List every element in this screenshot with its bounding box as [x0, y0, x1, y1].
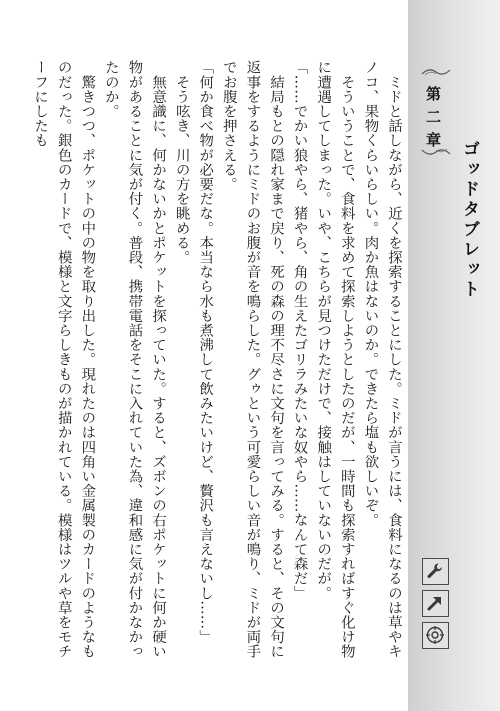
paragraph: 無意識に、何かないかとポケットを探っていた。すると、ズボンの右ポケットに何か硬い物があることに気が付く。普段、携帯電話をそこに入れていた為、違和感に気が付かなかったのか。 [102, 60, 167, 659]
ornament-bottom-icon [421, 146, 451, 158]
chapter-title: ゴッドタブレット [459, 140, 479, 300]
body-text [28, 60, 406, 660]
paragraph: 「……でかい狼やら、猪やら、角の生えたゴリラみたいな奴やら……なんて森だ」 [291, 60, 308, 601]
paragraph: ミドと話しながら、近くを探索することにした。ミドが言うには、食料になるのは草やキノコ、果物くらいらしい。肉か魚はないのか。できたら塩も欲しいぞ。 [362, 60, 402, 659]
chapter-label: 第二章 [424, 86, 442, 155]
paragraph: そう呟き、川の方を眺める。 [173, 60, 190, 265]
paragraph: そういうことで、食料を求めて探索しようとしたのだが、一時間も探索すればすぐ化け物に遭遇してしまった。いや、こちらが見つけただけで、接触はしていないのだが。 [315, 60, 355, 659]
target-button[interactable] [422, 622, 449, 649]
paragraph: 「何か食べ物が必要だな。本当なら水も煮沸して飲みたいけど、贅沢も言えないし……」 [197, 60, 214, 644]
wrench-button[interactable] [422, 558, 449, 585]
arrow-button[interactable] [422, 590, 449, 617]
paragraph: 結局もとの隠れ家まで戻り、死の森の理不尽さに文句を言ってみる。すると、その文句に返事をするようにミドのお腹が音を鳴らした。グゥという可愛らしい音が鳴り、ミドが両手でお腹を押さえる。 [220, 60, 285, 659]
ornament-top-icon [421, 66, 451, 78]
paragraph: 驚きつつ、ポケットの中の物を取り出した。現れたのは四角い金属製のカードのようなものだった。銀色のカードで、模様と文字らしきものが描かれている。模様はツルや草をモチーフにしたも [32, 60, 96, 659]
chapter-heading [421, 60, 493, 310]
